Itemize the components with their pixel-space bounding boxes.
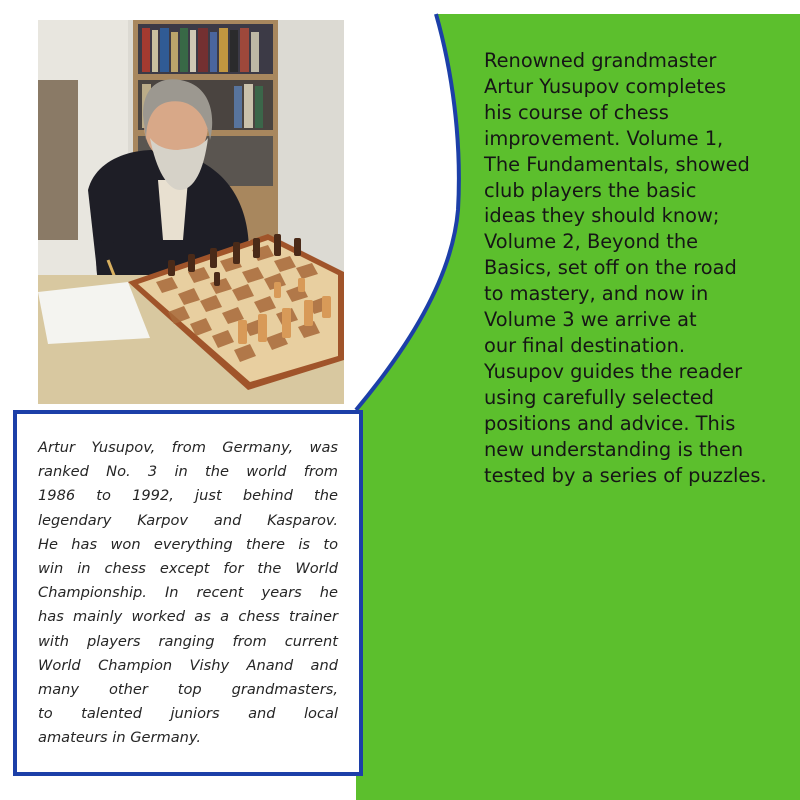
blurb-line: Volume 3 we arrive at — [484, 308, 697, 332]
author-photo — [38, 20, 344, 404]
blurb-line: Artur Yusupov completes — [484, 74, 727, 98]
author-bio — [38, 436, 338, 751]
blurb-line: club players the basic — [484, 178, 697, 202]
blurb-line: ideas they should know; — [484, 204, 720, 228]
bio-line: amateurs in Germany. — [38, 729, 202, 747]
bio-line: ranked No. 3 in the world from — [38, 463, 338, 481]
bio-line: has mainly worked as a chess trainer — [38, 608, 338, 626]
bio-line: Championship. In recent years he — [38, 584, 338, 602]
blurb-line: Volume 2, Beyond the — [484, 230, 699, 254]
bio-line: many other top grandmasters, — [38, 681, 338, 699]
blurb-line: tested by a series of puzzles. — [484, 463, 767, 487]
blurb-line: Yusupov guides the reader — [484, 359, 743, 383]
author-photo-illustration — [38, 20, 344, 404]
blurb-line: Renowned grandmaster — [484, 49, 717, 72]
bio-line: win in chess except for the World — [38, 560, 338, 578]
bio-line: with players ranging from current — [38, 632, 338, 650]
blurb-line: positions and advice. This — [484, 411, 736, 435]
blurb-line: to mastery, and now in — [484, 282, 709, 306]
book-blurb — [484, 48, 796, 488]
blurb-line: The Fundamentals, showed — [484, 152, 750, 176]
blurb-line: new understanding is then — [484, 437, 744, 461]
bio-line: World Champion Vishy Anand and — [38, 656, 338, 674]
blurb-line: improvement. Volume 1, — [484, 126, 724, 150]
blurb-line: Basics, set off on the road — [484, 256, 737, 280]
bio-line: Artur Yusupov, from Germany, was — [38, 439, 338, 456]
bio-line: to talented juniors and local — [38, 705, 338, 723]
bio-line: legendary Karpov and Kasparov. — [38, 511, 338, 529]
bio-line: He has won everything there is to — [38, 535, 338, 553]
blurb-line: using carefully selected — [484, 385, 714, 409]
blurb-line: his course of chess — [484, 100, 669, 124]
blurb-line: our final destination. — [484, 333, 686, 357]
bio-line: 1986 to 1992, just behind the — [38, 487, 338, 505]
